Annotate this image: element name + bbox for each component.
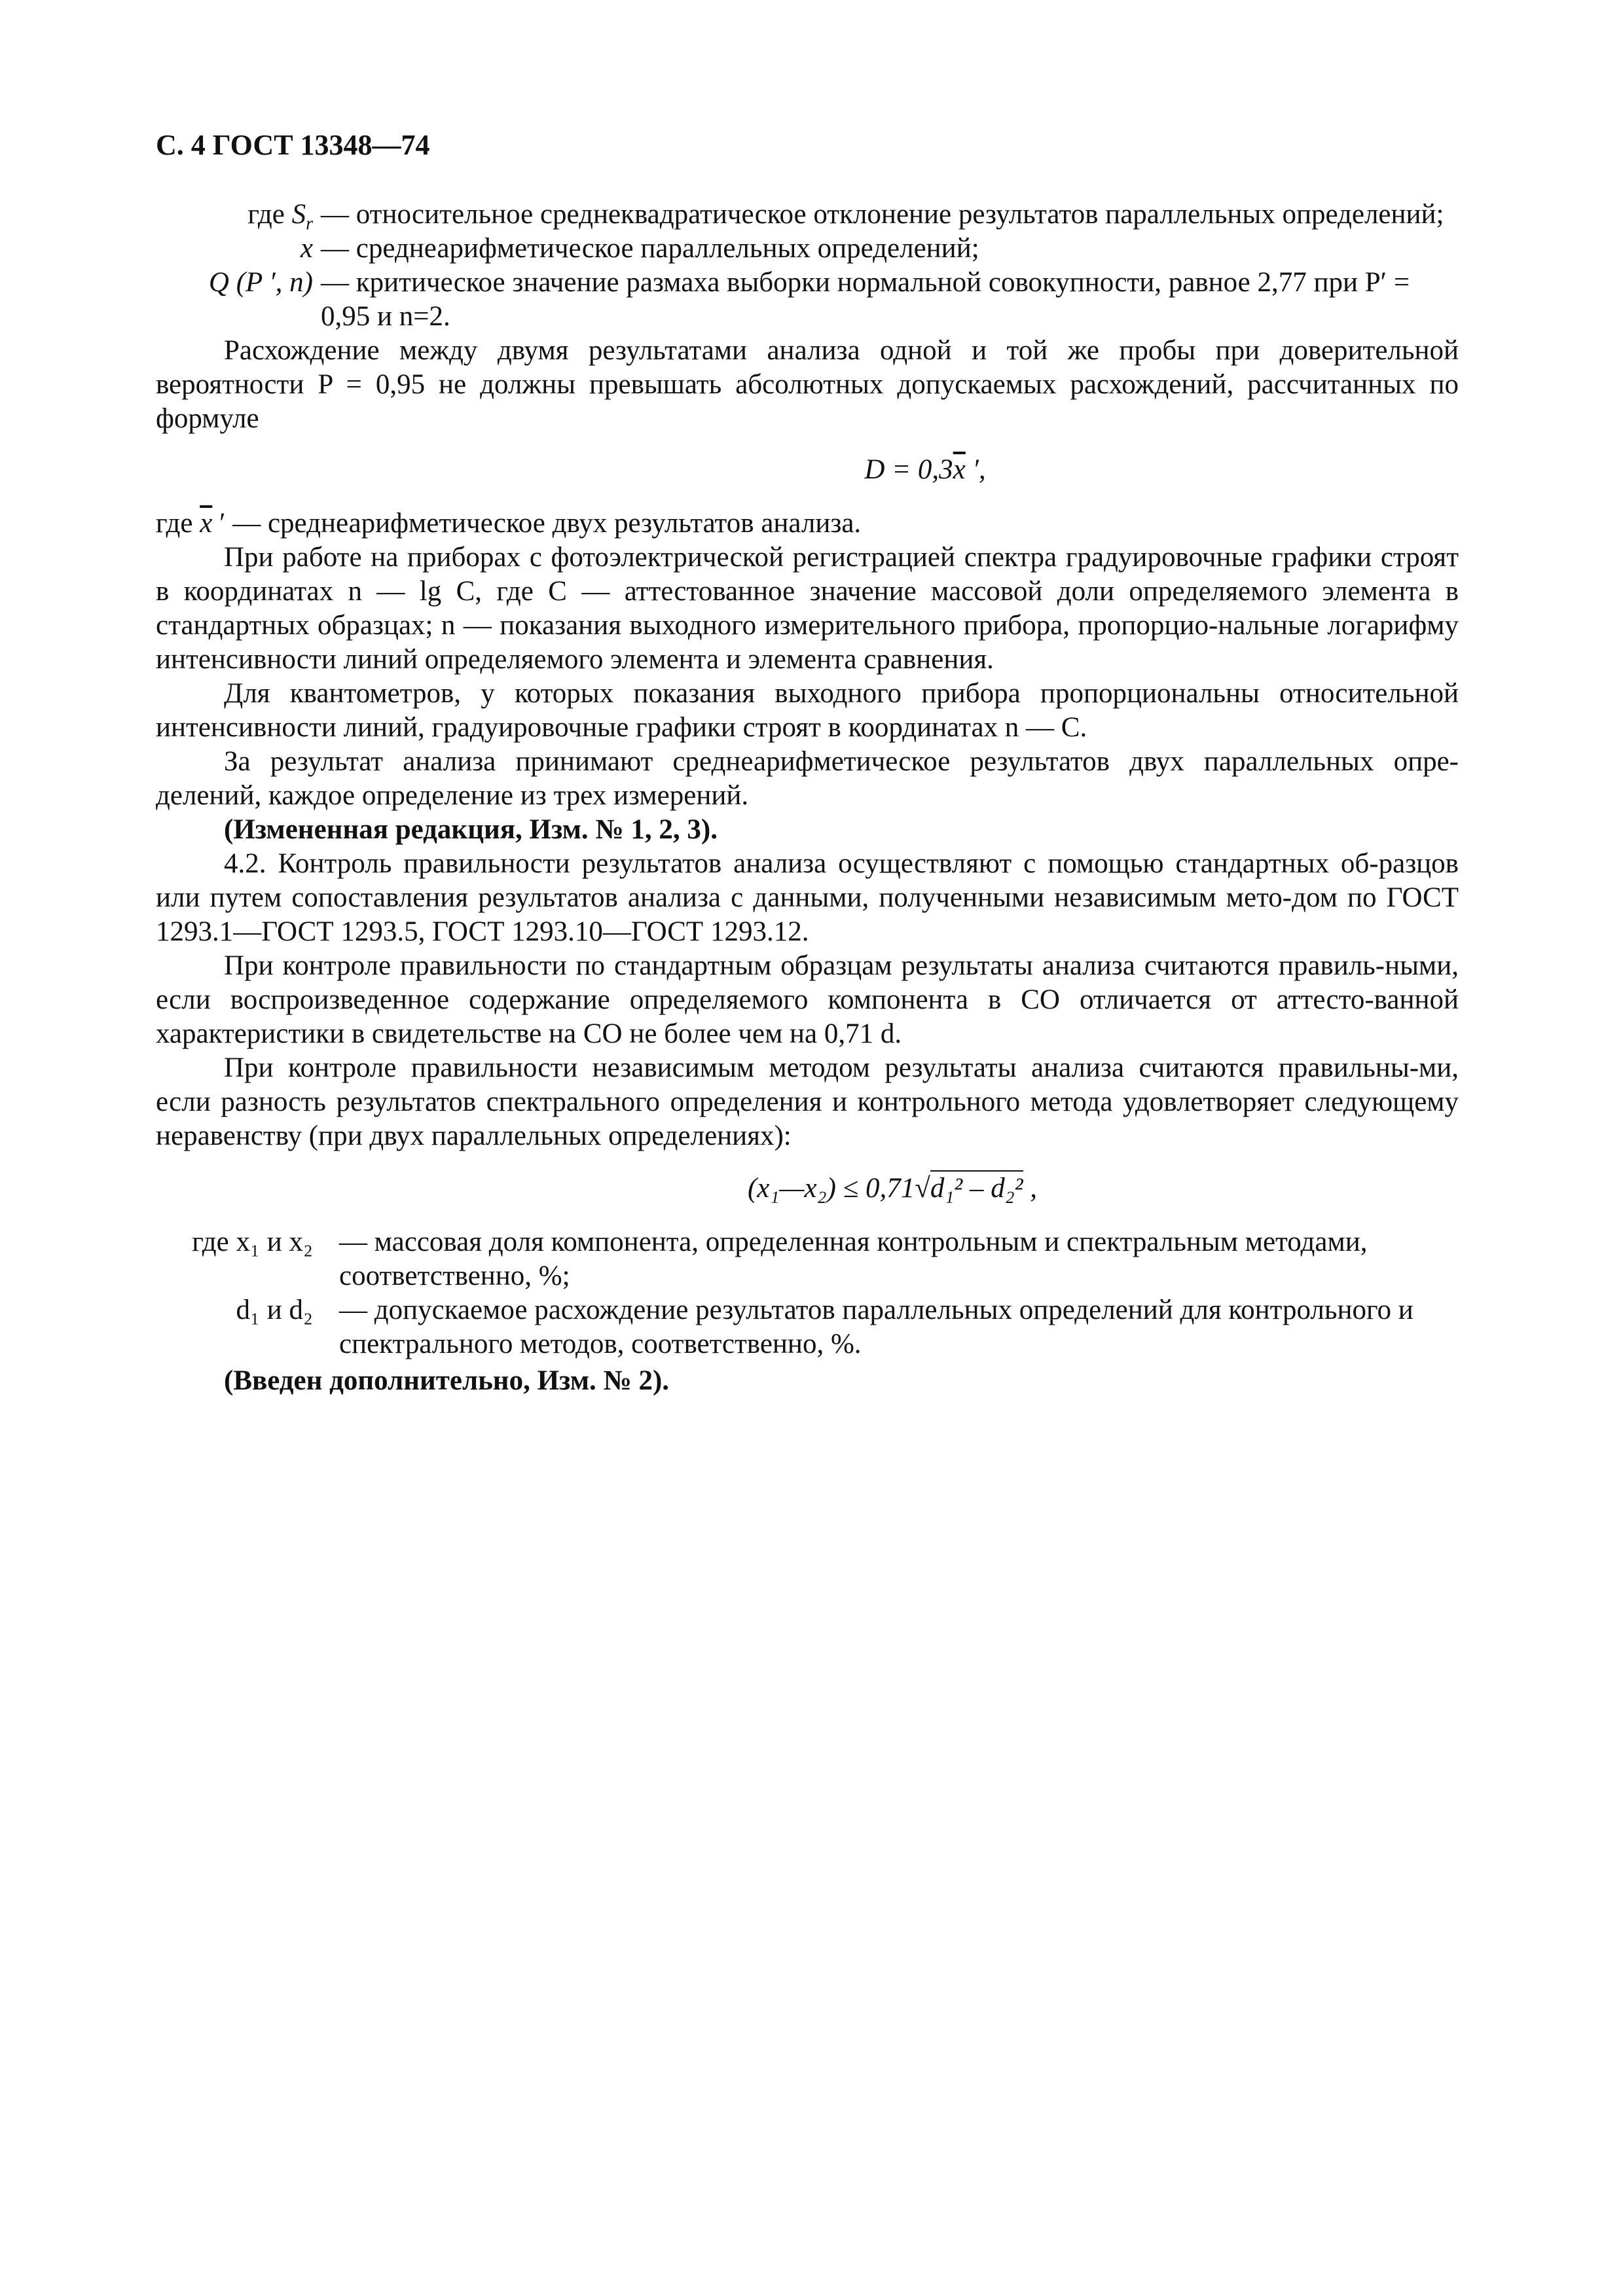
- document-body: [156, 198, 1459, 1398]
- paragraph-quantometers: Для квантометров, у которых показания выходного прибора пропорциональны относительной интенсивности линий, градуировочные графики строят в координатах n — C.: [156, 678, 1459, 743]
- definition-text: — относительное среднеквадратическое отклонение результатов параллельных определений;: [321, 199, 1444, 230]
- definition-text: — среднеарифметическое параллельных определений;: [321, 233, 979, 264]
- definition-x1-x2: где x₁ и x₂ — массовая доля компонента, определенная контрольным и спектральным методами, соответственно, %;: [156, 1225, 1459, 1293]
- note-changed-edition: (Измененная редакция, Изм. № 1, 2, 3).: [224, 814, 718, 845]
- paragraph-standard-samples: При контроле правильности по стандартным образцам результаты анализа считаются правиль-ными, если воспроизведенное содержание определяемого компонента в СО отличается от аттесто-ванной характеристики в свидетельстве на СО не более чем на 0,71 d.: [156, 950, 1459, 1049]
- paragraph-independent-method: При контроле правильности независимым методом результаты анализа считаются правильны-ми, если разность результатов спектрального определения и контрольного метода удовлетворяет следующему неравенству (при двух параллельных определениях):: [156, 1052, 1459, 1151]
- definition-text: — массовая доля компонента, определенная контрольным и спектральным методами, соответственно, %;: [339, 1227, 1368, 1291]
- page-header: С. 4 ГОСТ 13348—74: [156, 129, 430, 161]
- formula-inequality: (x₁—x₂) ≤ 0,71√d₁² – d₂² ,: [156, 1172, 1459, 1206]
- definition-text: — допускаемое расхождение результатов параллельных определений для контрольного и спектрального методов, соответственно, %.: [339, 1295, 1413, 1359]
- definition-d1-d2: d₁ и d₂ — допускаемое расхождение результатов параллельных определений для контрольного и спектрального методов, соответственно, %.: [156, 1293, 1459, 1361]
- definition-q: Q (P ′, n) — критическое значение размаха выборки нормальной совокупности, равное 2,77 при P′ = 0,95 и n=2.: [156, 266, 1459, 334]
- definition-text: — критическое значение размаха выборки нормальной совокупности, равное 2,77 при P′ = 0,95 и n=2.: [321, 267, 1410, 332]
- definition-x: x — среднеарифметическое параллельных определений;: [156, 232, 1459, 266]
- paragraph-result: За результат анализа принимают среднеарифметическое результатов двух параллельных опре-делений, каждое определение из трех измерений.: [156, 746, 1459, 811]
- paragraph-discrepancy: Расхождение между двумя результатами анализа одной и той же пробы при доверительной вероятности P = 0,95 не должны превышать абсолютных допускаемых расхождений, рассчитанных по формуле: [156, 335, 1459, 434]
- where-x-mean: где $\overline{x}$ ′ — среднеарифметическое двух результатов анализа.: [156, 508, 862, 539]
- paragraph-photoelectric: При работе на приборах с фотоэлектрической регистрацией спектра градуировочные графики строят в координатах n — lg C, где C — аттестованное значение массовой доли определяемого элемента в стандартных образцах; n — показания выходного измерительного прибора, пропорцио-нальные логарифму интенсивности линий определяемого элемента и элемента сравнения.: [156, 542, 1459, 675]
- note-introduced: (Введен дополнительно, Изм. № 2).: [224, 1365, 670, 1396]
- formula-d: $D = 0,3\overline{x}$ ′,: [864, 454, 986, 485]
- paragraph-4-2: 4.2. Контроль правильности результатов анализа осуществляют с помощью стандартных об-разцов или путем сопоставления результатов анализа с данными, полученными независимым мето-дом по ГОСТ 1293.1—ГОСТ 1293.5, ГОСТ 1293.10—ГОСТ 1293.12.: [156, 848, 1459, 947]
- definition-sr: где $S_r$ — относительное среднеквадратическое отклонение результатов параллельных определений;: [156, 198, 1459, 232]
